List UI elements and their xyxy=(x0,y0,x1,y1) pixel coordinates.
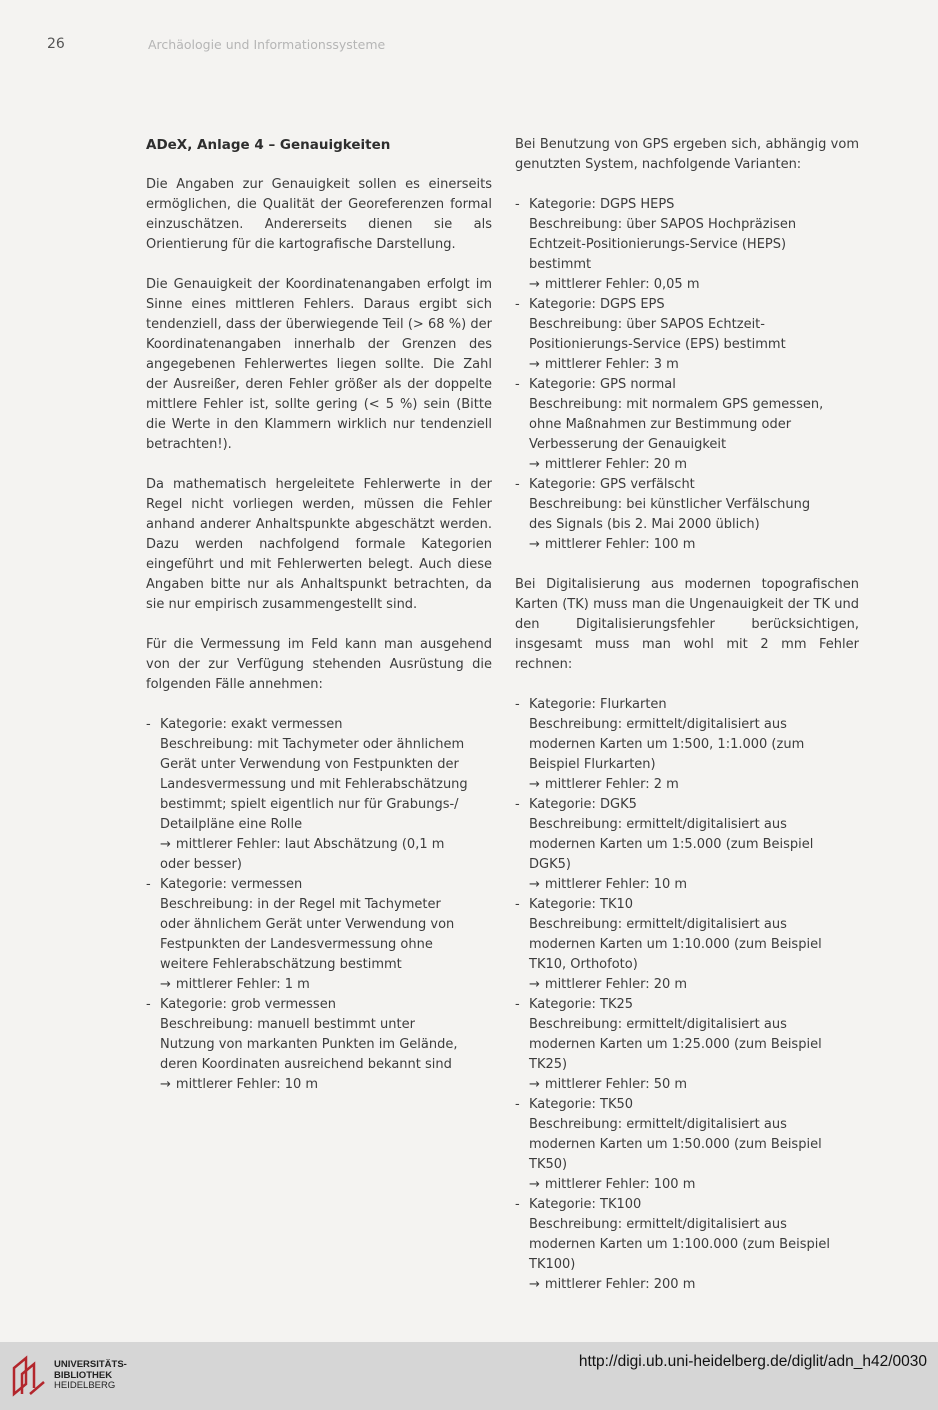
list-item xyxy=(515,475,859,555)
dash-bullet: - xyxy=(515,297,520,312)
arrow-right-icon: → xyxy=(529,1177,540,1192)
item-error xyxy=(529,975,859,995)
item-description: Positionierungs-Service (EPS) bestimmt xyxy=(529,337,786,352)
list-item xyxy=(515,295,859,375)
dash-bullet: - xyxy=(515,1197,520,1212)
dash-bullet: - xyxy=(146,997,151,1012)
dash-bullet: - xyxy=(515,697,520,712)
item-description: Beschreibung: ermittelt/digitalisiert aus xyxy=(529,1117,787,1132)
item-description: bestimmt xyxy=(529,257,592,272)
paragraph-3: Da mathematisch hergeleitete Fehlerwerte in der Regel nicht vorliegen werden, müssen die Fehler anhand anderer Anhaltspunkte abgeschätzt werden. Dazu werden nachfolgend formale Kategorien eingeführt und mit Fehlerwerten belegt. Auch diese Angaben bitte nur als Anhaltspunkt betrachten, da sie nur empirisch zusammengestellt sind. xyxy=(146,477,492,612)
item-description: weitere Fehlerabschätzung bestimmt xyxy=(160,957,402,972)
item-description: modernen Karten um 1:10.000 (zum Beispiel xyxy=(529,937,822,952)
library-name-line1: UNIVERSITÄTS- xyxy=(54,1359,127,1370)
item-description: Beschreibung: ermittelt/digitalisiert aus xyxy=(529,1017,787,1032)
item-description: Verbesserung der Genauigkeit xyxy=(529,437,727,452)
library-logo-icon xyxy=(10,1354,50,1398)
item-description: Detailpläne eine Rolle xyxy=(160,817,303,832)
arrow-right-icon: → xyxy=(160,977,171,992)
paragraph-2: Die Genauigkeit der Koordinatenangaben erfolgt im Sinne eines mittleren Fehlers. Daraus ergibt sich tendenziell, dass der überwiegende Teil (> 68 %) der Koordinatenangaben innerhalb der Grenzen des angegebenen Fehlerwertes liegen sollte. Die Zahl der Ausreißer, deren Fehler größer als der doppelte mittlere Fehler ist, sollte gering (< 5 %) sein (Bitte die Werte in den Klammern wirklich nur tendenziell betrachten!). xyxy=(146,277,492,452)
source-url-link[interactable]: http://digi.ub.uni-heidelberg.de/diglit/adn_h42/0030 xyxy=(578,1353,927,1370)
item-error-text: mittlerer Fehler: laut Abschätzung (0,1 m xyxy=(175,837,445,852)
list-item xyxy=(146,875,492,995)
item-description: bestimmt; spielt eigentlich nur für Grabungs-/ xyxy=(160,797,459,812)
dash-bullet: - xyxy=(515,1097,520,1112)
dash-bullet: - xyxy=(515,377,520,392)
item-error-text: mittlerer Fehler: 20 m xyxy=(544,457,688,472)
item-description: Beschreibung: ermittelt/digitalisiert aus xyxy=(529,1217,787,1232)
item-error-text: mittlerer Fehler: 10 m xyxy=(544,877,688,892)
item-description: DGK5) xyxy=(529,857,571,872)
item-error xyxy=(529,875,859,895)
arrow-right-icon: → xyxy=(529,457,540,472)
item-error xyxy=(529,275,859,295)
arrow-right-icon: → xyxy=(529,877,540,892)
item-category: Kategorie: GPS normal xyxy=(529,377,676,392)
gps-list xyxy=(515,195,859,555)
arrow-right-icon: → xyxy=(529,277,540,292)
paragraph-1: Die Angaben zur Genauigkeit sollen es einerseits ermöglichen, die Qualität der Georeferenzen formal einzuschätzen. Andererseits dienen sie als Orientierung für die kartografische Darstellung. xyxy=(146,177,492,252)
item-description: Beschreibung: in der Regel mit Tachymeter xyxy=(160,897,441,912)
item-description: modernen Karten um 1:5.000 (zum Beispiel xyxy=(529,837,814,852)
item-error-text: mittlerer Fehler: 50 m xyxy=(544,1077,688,1092)
item-description: Festpunkten der Landesvermessung ohne xyxy=(160,937,433,952)
item-error-text: mittlerer Fehler: 10 m xyxy=(175,1077,319,1092)
library-name xyxy=(54,1360,127,1392)
item-description: Beschreibung: bei künstlicher Verfälschung xyxy=(529,497,811,512)
running-title: Archäologie und Informationssysteme xyxy=(148,37,386,52)
right-column xyxy=(515,135,859,1295)
item-category: Kategorie: TK10 xyxy=(529,897,634,912)
dash-bullet: - xyxy=(515,897,520,912)
item-error xyxy=(160,855,492,875)
list-item xyxy=(146,715,492,875)
item-description: oder ähnlichem Gerät unter Verwendung von xyxy=(160,917,455,932)
item-error xyxy=(160,835,492,855)
item-description: Beschreibung: über SAPOS Echtzeit- xyxy=(529,317,765,332)
arrow-right-icon: → xyxy=(529,977,540,992)
list-item xyxy=(515,795,859,895)
item-description: Beschreibung: über SAPOS Hochpräzisen xyxy=(529,217,797,232)
list-item xyxy=(515,1095,859,1195)
item-description: TK25) xyxy=(529,1057,568,1072)
item-category: Kategorie: TK25 xyxy=(529,997,634,1012)
item-description: modernen Karten um 1:50.000 (zum Beispiel xyxy=(529,1137,822,1152)
item-description: Gerät unter Verwendung von Festpunkten der xyxy=(160,757,459,772)
item-description: Beschreibung: ermittelt/digitalisiert aus xyxy=(529,917,787,932)
paragraph-4: Für die Vermessung im Feld kann man ausgehend von der zur Verfügung stehenden Ausrüstung die folgenden Fälle annehmen: xyxy=(146,637,492,692)
arrow-right-icon: → xyxy=(529,537,540,552)
item-error xyxy=(529,1075,859,1095)
dash-bullet: - xyxy=(515,797,520,812)
left-column xyxy=(146,135,492,1095)
item-category: Kategorie: exakt vermessen xyxy=(160,717,343,732)
arrow-right-icon: → xyxy=(529,357,540,372)
item-error-text: mittlerer Fehler: 3 m xyxy=(544,357,679,372)
item-error xyxy=(529,1275,859,1295)
item-description: Beschreibung: ermittelt/digitalisiert aus xyxy=(529,717,787,732)
dash-bullet: - xyxy=(146,877,151,892)
list-item xyxy=(515,695,859,795)
item-description: TK100) xyxy=(529,1257,576,1272)
maps-intro: Bei Digitalisierung aus modernen topografischen Karten (TK) muss man die Ungenauigkeit der TK und den Digitalisierungsfehler berücksichtigen, insgesamt muss man wohl mit 2 mm Fehler rechnen: xyxy=(515,577,859,672)
item-error xyxy=(160,1075,492,1095)
item-category: Kategorie: grob vermessen xyxy=(160,997,336,1012)
list-item xyxy=(515,995,859,1095)
dash-bullet: - xyxy=(146,717,151,732)
item-description: modernen Karten um 1:500, 1:1.000 (zum xyxy=(529,737,805,752)
item-description: Nutzung von markanten Punkten im Gelände, xyxy=(160,1037,458,1052)
item-error xyxy=(529,455,859,475)
arrow-right-icon: → xyxy=(160,1077,171,1092)
item-error xyxy=(160,975,492,995)
item-description: deren Koordinaten ausreichend bekannt sind xyxy=(160,1057,452,1072)
list-item xyxy=(146,995,492,1095)
arrow-right-icon: → xyxy=(160,837,171,852)
item-description: TK50) xyxy=(529,1157,568,1172)
gps-intro: Bei Benutzung von GPS ergeben sich, abhängig vom genutzten System, nachfolgende Varianten: xyxy=(515,137,859,172)
item-description: Beispiel Flurkarten) xyxy=(529,757,656,772)
page-number: 26 xyxy=(47,36,65,52)
item-description: Beschreibung: ermittelt/digitalisiert aus xyxy=(529,817,787,832)
arrow-right-icon: → xyxy=(529,1277,540,1292)
item-error xyxy=(529,355,859,375)
item-description: des Signals (bis 2. Mai 2000 üblich) xyxy=(529,517,760,532)
item-description: ohne Maßnahmen zur Bestimmung oder xyxy=(529,417,792,432)
item-error xyxy=(529,1175,859,1195)
list-item xyxy=(515,375,859,475)
item-description: Landesvermessung und mit Fehlerabschätzung xyxy=(160,777,468,792)
item-category: Kategorie: vermessen xyxy=(160,877,303,892)
library-name-line2: BIBLIOTHEK xyxy=(54,1369,113,1381)
item-category: Kategorie: DGPS HEPS xyxy=(529,197,675,212)
arrow-right-icon: → xyxy=(529,1077,540,1092)
item-error-text: oder besser) xyxy=(160,857,242,872)
dash-bullet: - xyxy=(515,477,520,492)
maps-list xyxy=(515,695,859,1295)
item-error xyxy=(529,535,859,555)
arrow-right-icon: → xyxy=(529,777,540,792)
field-survey-list xyxy=(146,715,492,1095)
item-description: Echtzeit-Positionierungs-Service (HEPS) xyxy=(529,237,787,252)
item-description: Beschreibung: mit normalem GPS gemessen, xyxy=(529,397,824,412)
item-category: Kategorie: GPS verfälscht xyxy=(529,477,695,492)
item-error xyxy=(529,775,859,795)
list-item xyxy=(515,195,859,295)
item-description: modernen Karten um 1:25.000 (zum Beispiel xyxy=(529,1037,822,1052)
library-name-line3: HEIDELBERG xyxy=(54,1380,116,1391)
item-category: Kategorie: Flurkarten xyxy=(529,697,667,712)
item-category: Kategorie: TK100 xyxy=(529,1197,642,1212)
item-error-text: mittlerer Fehler: 20 m xyxy=(544,977,688,992)
item-error-text: mittlerer Fehler: 2 m xyxy=(544,777,679,792)
item-error-text: mittlerer Fehler: 100 m xyxy=(544,537,696,552)
item-category: Kategorie: DGK5 xyxy=(529,797,637,812)
list-item xyxy=(515,895,859,995)
dash-bullet: - xyxy=(515,197,520,212)
item-error-text: mittlerer Fehler: 100 m xyxy=(544,1177,696,1192)
item-description: Beschreibung: manuell bestimmt unter xyxy=(160,1017,415,1032)
item-description: Beschreibung: mit Tachymeter oder ähnlichem xyxy=(160,737,465,752)
list-item xyxy=(515,1195,859,1295)
item-category: Kategorie: DGPS EPS xyxy=(529,297,665,312)
footer-bar xyxy=(0,1342,938,1410)
item-description: TK10, Orthofoto) xyxy=(529,957,638,972)
item-error-text: mittlerer Fehler: 200 m xyxy=(544,1277,696,1292)
item-error-text: mittlerer Fehler: 1 m xyxy=(175,977,310,992)
item-error-text: mittlerer Fehler: 0,05 m xyxy=(544,277,700,292)
item-description: modernen Karten um 1:100.000 (zum Beispiel xyxy=(529,1237,830,1252)
dash-bullet: - xyxy=(515,997,520,1012)
section-heading: ADeX, Anlage 4 – Genauigkeiten xyxy=(146,137,391,153)
item-category: Kategorie: TK50 xyxy=(529,1097,634,1112)
